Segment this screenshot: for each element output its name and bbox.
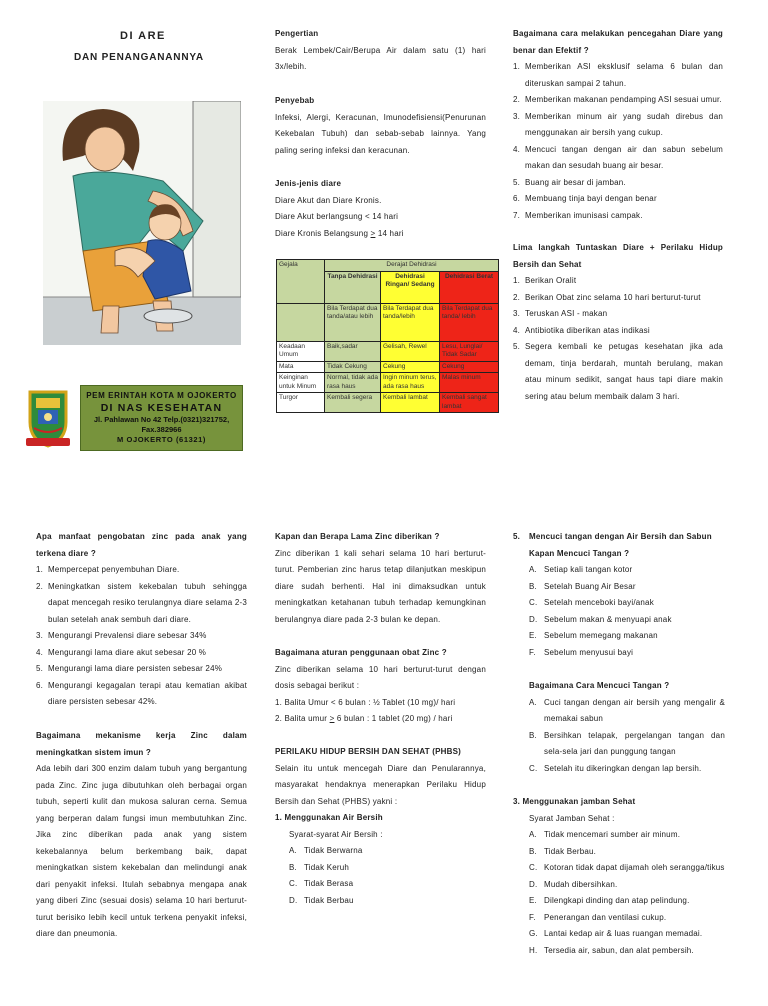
cause-section (275, 93, 486, 159)
toilet-item-number: G. (529, 929, 538, 938)
toilet-item-number: H. (529, 945, 538, 955)
clean-water-item (289, 876, 486, 893)
zinc-benefit-item-text: Mempercepat penyembuhan Diare. (48, 565, 180, 574)
cell-r0-1: Bila Terdapat dua tanda/atau lebih (325, 303, 381, 341)
cell-r3-2: Ingin minum terus, ada rasa haus (381, 373, 440, 393)
cell-r4-2: Kembali lambat (381, 393, 440, 413)
title-line1: DI ARE (120, 30, 166, 42)
toilet-item-number: F. (529, 912, 536, 922)
handwash-how-heading: Bagaimana Cara Mencuci Tangan ? (529, 681, 670, 690)
zinc-rule-2 (275, 711, 486, 728)
phbs-text: Selain itu untuk mencegah Diare dan Penularannya, masyarakat hendaknya menerapkan Perilaku Hidup Bersih dan Sehat (PHBS) yakni : (275, 763, 486, 806)
jenis-line2: Diare Akut berlangsung < 14 hari (275, 212, 399, 221)
gov-line5: M OJOKERTO (61321) (116, 435, 207, 444)
zinc-benefit-item-text: Mengurangi lama diare persisten sebesar 24% (48, 664, 223, 673)
toilet-item-number: B. (529, 846, 537, 856)
th-gejala: Gejala (277, 260, 325, 304)
five-steps-item (513, 306, 723, 323)
title-line2: DAN PENANGANANNYA (74, 52, 204, 63)
cell-r4-1: Kembali segera (325, 393, 381, 413)
zinc-mechanism-text: Ada lebih dari 300 enzim dalam tubuh yang bergantung pada Zinc. Zinc juga dibutuhkan oleh berbagai organ tubuh, seperti kulit dan mukosa saluran cerna. Semua yang berperan dalam fungsi imun membutuhkan Zinc. Jika zinc diberikan pada anak yang sistem kekebalannya belum berkembang baik, dapat meningkatkan sistem kekebalan dan melindungi anak dari penyakit infeksi. Itulah sebabnya mengapa anak yang diberi Zinc (sesuai dosis) selama 10 hari berturut-turut berisiko lebih kecil untuk terkena penyakit infeksi, diare dan pneumonia. (36, 764, 247, 938)
zinc-benefit-item-number: 3. (36, 631, 44, 640)
handwash-when-item-text: Sebelum menyusui bayi (544, 647, 634, 657)
cell-r4-0: Turgor (277, 393, 325, 413)
clean-water-sub: Syarat-syarat Air Bersih : (289, 829, 383, 839)
toilet-item-text: Tidak mencemari sumber air minum. (544, 830, 681, 839)
zinc-benefit-item (36, 678, 247, 711)
mother-child-illustration (43, 101, 241, 345)
prevention-item-number: 4. (513, 144, 521, 154)
toilet-heading: 3. Menggunakan jamban Sehat (513, 797, 636, 806)
handwash-when-item (529, 562, 725, 579)
zinc-when-text: Zinc diberikan 1 kali sehari selama 10 hari berturut-turut. Pemberian zinc harus tetap dilanjutkan meskipun diare sudah berhenti. Hal ini dimaksudkan untuk meningkatkan ketahanan tubuh terhadap kemungkinan berulangnya diare pada 2-3 bulan ke depan. (275, 548, 486, 624)
prevention-item-text: Memberikan minum air yang sudah direbus dan menggunakan air bersih yang cukup. (525, 111, 723, 137)
toilet-item-number: A. (529, 830, 537, 839)
zinc-rule-2-a: 2. Balita umur (275, 714, 330, 723)
five-steps-item-number: 2. (513, 292, 521, 302)
toilet-item-number: C. (529, 863, 538, 872)
cell-r2-0: Mata (277, 361, 325, 373)
zinc-benefit-item (36, 562, 247, 579)
cell-r0-0 (277, 303, 325, 341)
zinc-benefit-item (36, 661, 247, 678)
toilet-item-text: Kotoran tidak dapat dijamah oleh serangga/tikus (544, 863, 725, 872)
clean-water-list (275, 843, 486, 909)
handwash-when-heading: Kapan Mencuci Tangan ? (529, 548, 630, 558)
five-steps-item-number: 4. (513, 325, 521, 335)
cell-r2-1: Tidak Cekung (325, 361, 381, 373)
clean-water-heading: 1. Menggunakan Air Bersih (275, 813, 383, 822)
toilet-item (529, 893, 725, 910)
prevention-item-text: Membuang tinja bayi dengan benar (525, 194, 657, 203)
th-berat: Dehidrasi Berat (440, 271, 499, 303)
jenis-line3 (275, 226, 486, 243)
penyebab-heading: Penyebab (275, 96, 315, 105)
zinc-benefit-item-text: Mengurangi Prevalensi diare sebesar 34% (48, 631, 207, 640)
five-steps-item (513, 323, 723, 340)
jenis-line3-a: Diare Kronis Belangsung (275, 228, 371, 238)
handwash-when-item (529, 579, 725, 596)
five-steps-list (513, 273, 723, 405)
clean-water-item (289, 860, 486, 877)
clean-water-item (289, 893, 486, 910)
handwash-how-item-text: Cuci tangan dengan air bersih yang mengalir & memakai sabun (544, 697, 725, 723)
cell-r3-3: Malas minum (440, 373, 499, 393)
clean-water-item-number: D. (289, 895, 298, 905)
toilet-item (529, 926, 725, 943)
cell-r2-3: Cekung (440, 361, 499, 373)
five-steps-item-text: Teruskan ASI - makan (525, 309, 608, 318)
zinc-benefit-heading: Apa manfaat pengobatan zinc pada anak yang terkena diare ? (36, 532, 247, 558)
city-emblem (24, 388, 72, 450)
gov-line3: Jl. Pahlawan No 42 Telp.(0321)321752, (93, 415, 230, 424)
cell-r1-2: Gelisah, Rewel (381, 341, 440, 361)
penyebab-text: Infeksi, Alergi, Keracunan, Imunodefisiensi(Penurunan Kekebalan Tubuh) dan sebab-sebab lainnya. Yang paling sering infeksi dan keracunan. (275, 112, 486, 155)
handwash-when-item-number: A. (529, 565, 537, 574)
jenis-line3-sym: > (370, 228, 376, 238)
handwash-when-item-text: Setiap kali tangan kotor (544, 565, 633, 574)
toilet-item (529, 943, 725, 960)
zinc-mechanism-section (36, 728, 247, 943)
handwash-when-item-text: Sebelum memegang makanan (544, 631, 658, 640)
phbs-heading: PERILAKU HIDUP BERSIH DAN SEHAT (PHBS) (275, 747, 461, 756)
prevention-item (513, 109, 723, 142)
prevention-item (513, 142, 723, 175)
clean-water-item-text: Tidak Berwarna (304, 846, 363, 855)
five-steps-item-number: 1. (513, 276, 521, 285)
prevention-item-number: 1. (513, 62, 521, 71)
zinc-rule-2-sym: > (329, 714, 335, 723)
prevention-item (513, 92, 723, 109)
cell-r3-1: Normal, tidak ada rasa haus (325, 373, 381, 393)
five-steps-section (513, 240, 723, 405)
dehydration-table (276, 259, 499, 413)
handwash-how-item-number: B. (529, 730, 537, 740)
toilet-item-number: D. (529, 879, 538, 889)
five-steps-item-text: Berikan Obat zinc selama 10 hari berturut-turut (525, 292, 701, 302)
handwash-when-item-number: C. (529, 598, 538, 607)
cell-r1-3: Lesu, Lunglai/ Tidak Sadar (440, 341, 499, 361)
phbs-section (275, 744, 486, 909)
cell-r0-3: Bila Terdapat dua tanda/ lebih (440, 303, 499, 341)
five-steps-item-text: Berikan Oralit (525, 276, 577, 285)
five-steps-item-text: Antibiotika diberikan atas indikasi (525, 325, 650, 335)
zinc-benefit-item (36, 579, 247, 629)
handwash-when-item (529, 595, 725, 612)
prevention-section (513, 26, 723, 224)
handwash-how-item (529, 728, 725, 761)
clean-water-item-text: Tidak Keruh (304, 862, 350, 872)
prevention-list (513, 59, 723, 224)
toilet-item-text: Dilengkapi dinding dan atap pelindung. (544, 896, 690, 905)
handwash-how-item-text: Bersihkan telapak, pergelangan tangan dan sela-sela jari dan punggung tangan (544, 730, 725, 756)
zinc-when-heading: Kapan dan Berapa Lama Zinc diberikan ? (275, 532, 440, 541)
handwash-when-list (513, 562, 725, 661)
toilet-item (529, 827, 725, 844)
handwash-how-section (513, 678, 725, 777)
toilet-item-number: E. (529, 896, 537, 905)
handwash-when-item-number: D. (529, 614, 538, 624)
toilet-section (513, 794, 725, 959)
prevention-item-text: Memberikan imunisasi campak. (525, 210, 643, 220)
zinc-benefit-item-text: Meningkatkan sistem kekebalan tubuh sehingga dapat mencegah resiko terulangnya diare selama 2-3 bulan setelah anak sembuh dari diare. (48, 581, 248, 624)
prevention-heading: Bagaimana cara melakukan pencegahan Diare yang benar dan Efektif ? (513, 29, 723, 55)
gov-line1: PEM ERINTAH KOTA M OJOKERTO (86, 391, 237, 400)
five-steps-item-number: 3. (513, 309, 521, 318)
zinc-benefit-item-text: Mengurangi lama diare akut sebesar 20 % (48, 647, 207, 657)
clean-water-item-number: A. (289, 846, 297, 855)
handwash-heading: Mencuci tangan dengan Air Bersih dan Sabun (529, 532, 712, 541)
toilet-item (529, 877, 725, 894)
cell-r1-1: Baik,sadar (325, 341, 381, 361)
handwash-how-item-text: Setelah itu dikeringkan dengan lap bersih. (544, 763, 702, 773)
five-steps-item (513, 290, 723, 307)
handwash-when-item-text: Sebelum makan & menyuapi anak (544, 614, 672, 624)
handwash-when-item (529, 645, 725, 662)
toilet-item-text: Mudah dibersihkan. (544, 879, 618, 889)
th-ringan: Dehidrasi Ringan/ Sedang (381, 271, 440, 303)
handwash-when-item-number: F. (529, 647, 536, 657)
toilet-item-text: Lantai kedap air & luas ruangan memadai. (544, 929, 703, 938)
handwash-when-item (529, 628, 725, 645)
handwash-when-item-text: Setelah Buang Air Besar (544, 581, 636, 591)
handwash-when-item-text: Setelah menceboki bayi/anak (544, 598, 654, 607)
toilet-item-text: Tidak Berbau. (544, 846, 597, 856)
zinc-benefit-item-text: Mengurangi kegagalan terapi atau kematian akibat diare persisten sebesar 42%. (48, 680, 247, 706)
zinc-benefit-item-number: 5. (36, 664, 44, 673)
handwash-when-item-number: B. (529, 581, 537, 591)
handwash-heading-row (513, 529, 725, 546)
zinc-benefit-item-number: 4. (36, 647, 44, 657)
pengertian-text: Berak Lembek/Cair/Berupa Air dalam satu (1) hari 3x/lebih. (275, 45, 486, 71)
zinc-benefit-item (36, 628, 247, 645)
cell-r3-0: Keinginan untuk Minum (277, 373, 325, 393)
prevention-item-number: 7. (513, 210, 521, 220)
toilet-item-text: Penerangan dan ventilasi cukup. (544, 912, 667, 922)
pengertian-heading: Pengertian (275, 29, 319, 38)
th-derajat: Derajat Dehidrasi (325, 260, 499, 272)
definition-section (275, 26, 486, 76)
prevention-item-text: Memberikan makanan pendamping ASI sesuai umur. (525, 95, 722, 104)
five-steps-heading: Lima langkah Tuntaskan Diare + Perilaku Hidup Bersih dan Sehat (513, 243, 723, 269)
clean-water-item-number: C. (289, 879, 298, 888)
handwash-section (513, 529, 725, 661)
zinc-benefit-item (36, 645, 247, 662)
prevention-item (513, 208, 723, 225)
jenis-line3-c: 14 hari (375, 228, 404, 238)
cell-r1-0: Keadaan Umum (277, 341, 325, 361)
toilet-list (513, 827, 725, 959)
zinc-rule-text: Zinc diberikan selama 10 hari berturut-turut dengan dosis sebagai berikut : (275, 664, 486, 690)
clean-water-item-text: Tidak Berbau (304, 895, 354, 905)
toilet-item (529, 860, 725, 877)
cell-r4-3: Kembali sangat lambat (440, 393, 499, 413)
zinc-when-section (275, 529, 486, 628)
government-info-box (80, 385, 243, 451)
clean-water-item-text: Tidak Berasa (304, 879, 354, 888)
jenis-heading: Jenis-jenis diare (275, 179, 342, 188)
types-section (275, 176, 486, 242)
prevention-item (513, 175, 723, 192)
cell-r2-2: Cekung (381, 361, 440, 373)
gov-line2: DI NAS KESEHATAN (100, 402, 223, 414)
handwash-when-item-number: E. (529, 631, 537, 640)
zinc-benefit-section (36, 529, 247, 711)
cell-r0-2: Bila Terdapat dua tanda/lebih (381, 303, 440, 341)
five-steps-item-number: 5. (513, 342, 521, 351)
clean-water-item (289, 843, 486, 860)
handwash-number: 5. (513, 532, 521, 541)
handwash-when-item (529, 612, 725, 629)
handwash-how-item-number: C. (529, 763, 538, 773)
zinc-benefit-item-number: 6. (36, 680, 44, 690)
prevention-item-number: 6. (513, 194, 521, 203)
five-steps-item (513, 273, 723, 290)
zinc-benefit-item-number: 1. (36, 565, 44, 574)
jenis-line1: Diare Akut dan Diare Kronis. (275, 195, 382, 205)
zinc-rule-heading: Bagaimana aturan penggunaan obat Zinc ? (275, 648, 447, 657)
zinc-mechanism-heading: Bagaimana mekanisme kerja Zinc dalam meningkatkan sistem imun ? (36, 731, 247, 757)
prevention-item (513, 59, 723, 92)
zinc-rule-section (275, 645, 486, 728)
zinc-benefit-list (36, 562, 247, 711)
prevention-item-number: 3. (513, 111, 521, 121)
handwash-how-list (529, 695, 725, 778)
five-steps-item-text: Segera kembali ke petugas kesehatan jika ada demam, tinja berdarah, muntah berulang, makan atau minum sedikit, sangat haus tapi diare makin sering atau belum membaik dalam 3 hari. (525, 342, 723, 401)
five-steps-item (513, 339, 723, 405)
prevention-item (513, 191, 723, 208)
zinc-rule-2-c: 6 bulan : 1 tablet (20 mg) / hari (334, 714, 453, 723)
handwash-how-item-number: A. (529, 697, 537, 707)
toilet-item (529, 844, 725, 861)
prevention-item-number: 5. (513, 177, 521, 187)
zinc-benefit-item-number: 2. (36, 581, 44, 591)
toilet-item (529, 910, 725, 927)
th-tanpa: Tanpa Dehidrasi (325, 271, 381, 303)
prevention-item-text: Mencuci tangan dengan air dan sabun sebelum makan dan sesudah buang air besar. (525, 144, 723, 170)
prevention-item-text: Memberikan ASI eksklusif selama 6 bulan dan diteruskan sampai 2 tahun. (525, 62, 723, 88)
prevention-item-text: Buang air besar di jamban. (525, 177, 626, 187)
gov-line4: Fax.382966 (141, 425, 182, 434)
toilet-item-text: Tersedia air, sabun, dan alat pembersih. (544, 945, 694, 955)
clean-water-item-number: B. (289, 862, 297, 872)
handwash-how-item (529, 695, 725, 728)
toilet-sub: Syarat Jamban Sehat : (529, 813, 615, 823)
handwash-how-item (529, 761, 725, 778)
zinc-rule-1: 1. Balita Umur < 6 bulan : ½ Tablet (10 mg)/ hari (275, 697, 456, 707)
prevention-item-number: 2. (513, 95, 521, 104)
